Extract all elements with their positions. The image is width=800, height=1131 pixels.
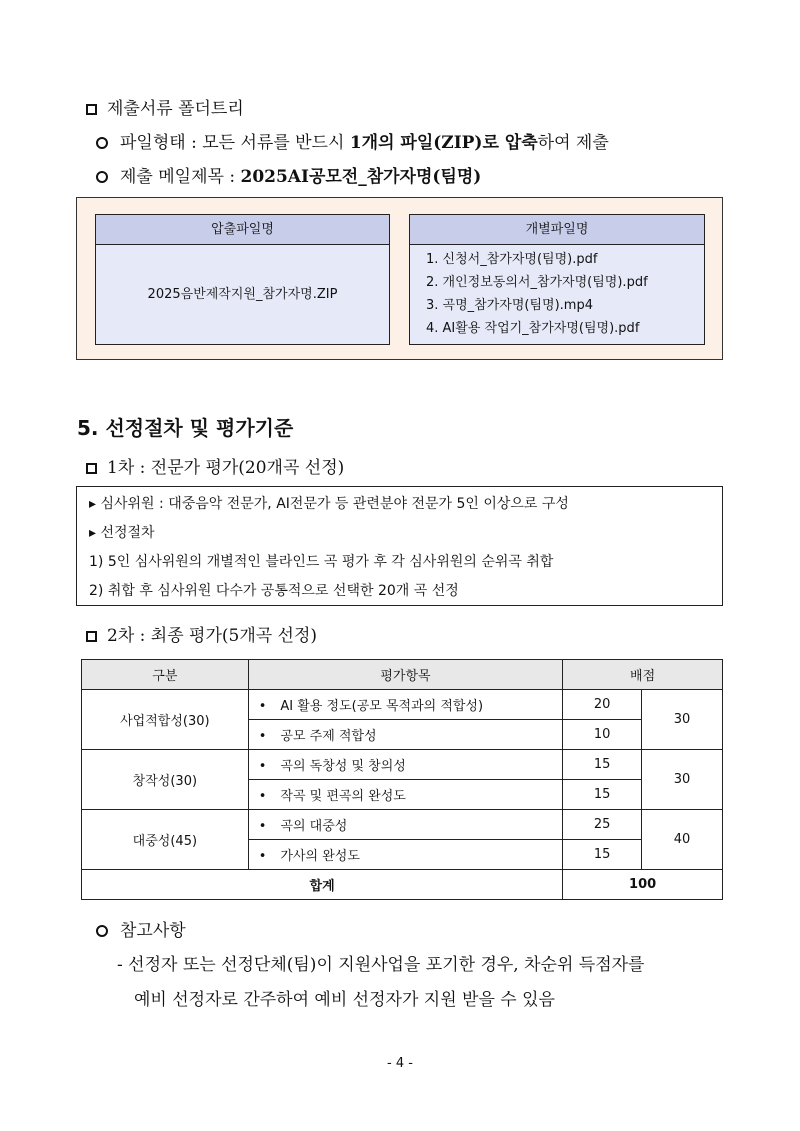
circle-bullet-icon bbox=[96, 137, 108, 149]
file-type-line: 파일형태 : 모든 서류를 반드시 1개의 파일(ZIP)로 압축하여 제출 bbox=[96, 128, 609, 153]
selection-criteria-box bbox=[76, 486, 723, 606]
category-cell: 창작성(30) bbox=[82, 750, 249, 810]
score-cell: 15 bbox=[563, 750, 642, 780]
notes-line: - 선정자 또는 선정단체(팀)이 지원사업을 포기한 경우, 차순위 득점자를 bbox=[117, 955, 645, 975]
bullet-icon: • bbox=[258, 819, 267, 834]
category-cell: 사업적합성(30) bbox=[82, 690, 249, 750]
notes-line: 예비 선정자로 간주하여 예비 선정자가 지원 받을 수 있음 bbox=[134, 990, 555, 1010]
score-cell: 15 bbox=[563, 780, 642, 810]
square-bullet-icon bbox=[86, 631, 97, 642]
mail-title-line: 제출 메일제목 : 2025AI공모전_참가자명(팀명) bbox=[96, 162, 481, 187]
circle-bullet-icon bbox=[96, 925, 108, 937]
sum-label: 합계 bbox=[82, 870, 563, 900]
section-title: 5. 선정절차 및 평가기준 bbox=[77, 416, 294, 440]
bullet-icon: • bbox=[258, 729, 267, 744]
zip-file-header: 압출파일명 bbox=[96, 215, 389, 245]
page-number: - 4 - bbox=[387, 1056, 413, 1071]
header-category: 구분 bbox=[82, 660, 249, 690]
subtotal-cell: 30 bbox=[642, 750, 723, 810]
round1-heading: 1차 : 전문가 평가(20개곡 선정) bbox=[86, 453, 344, 478]
notes-heading: 참고사항 bbox=[96, 916, 186, 941]
criteria-line: 2) 취합 후 심사위원 다수가 공통적으로 선택한 20개 곡 선정 bbox=[89, 583, 459, 599]
table-row bbox=[82, 750, 723, 780]
score-cell: 10 bbox=[563, 720, 642, 750]
evaluation-table bbox=[81, 659, 723, 900]
table-sum-row bbox=[82, 870, 723, 900]
round2-heading: 2차 : 최종 평가(5개곡 선정) bbox=[86, 621, 317, 646]
square-bullet-icon bbox=[86, 104, 97, 115]
bullet-icon: • bbox=[258, 789, 267, 804]
zip-file-name: 2025음반제작지원_참가자명.ZIP bbox=[147, 287, 338, 302]
individual-files-header: 개별파일명 bbox=[410, 215, 704, 245]
file-item: 1. 신청서_참가자명(팀명).pdf bbox=[426, 252, 598, 267]
score-cell: 25 bbox=[563, 810, 642, 840]
criteria-line: 1) 5인 심사위원의 개별적인 블라인드 곡 평가 후 각 심사위원의 순위곡 취합 bbox=[89, 554, 554, 570]
bullet-icon: • bbox=[258, 699, 267, 714]
criteria-line: ▸ 선정절차 bbox=[89, 525, 155, 541]
subtotal-cell: 30 bbox=[642, 690, 723, 750]
bullet-icon: • bbox=[258, 759, 267, 774]
criteria-line: ▸ 심사위원 : 대중음악 전문가, AI전문가 등 관련분야 전문가 5인 이상으로 구성 bbox=[89, 496, 569, 512]
score-cell: 15 bbox=[563, 840, 642, 870]
bullet-icon: • bbox=[258, 849, 267, 864]
item-cell: • 곡의 독창성 및 창의성 bbox=[248, 750, 562, 780]
item-cell: • 가사의 완성도 bbox=[248, 840, 562, 870]
header-score: 배점 bbox=[563, 660, 723, 690]
square-bullet-icon bbox=[86, 463, 97, 474]
subtotal-cell: 40 bbox=[642, 810, 723, 870]
item-cell: • AI 활용 정도(공모 목적과의 적합성) bbox=[248, 690, 562, 720]
item-cell: • 작곡 및 편곡의 완성도 bbox=[248, 780, 562, 810]
table-row bbox=[82, 810, 723, 840]
file-item: 3. 곡명_참가자명(팀명).mp4 bbox=[426, 298, 593, 313]
table-header-row bbox=[82, 660, 723, 690]
zip-file-panel bbox=[95, 214, 390, 345]
folder-tree-heading: 제출서류 폴더트리 bbox=[86, 94, 244, 119]
score-cell: 20 bbox=[563, 690, 642, 720]
item-cell: • 공모 주제 적합성 bbox=[248, 720, 562, 750]
table-row bbox=[82, 690, 723, 720]
circle-bullet-icon bbox=[96, 171, 108, 183]
individual-files-panel bbox=[409, 214, 705, 345]
category-cell: 대중성(45) bbox=[82, 810, 249, 870]
file-item: 2. 개인정보동의서_참가자명(팀명).pdf bbox=[426, 275, 648, 290]
item-cell: • 곡의 대중성 bbox=[248, 810, 562, 840]
file-item: 4. AI활용 작업기_참가자명(팀명).pdf bbox=[426, 321, 640, 336]
file-structure-box bbox=[76, 197, 723, 360]
sum-value: 100 bbox=[563, 870, 723, 900]
header-item: 평가항목 bbox=[248, 660, 562, 690]
